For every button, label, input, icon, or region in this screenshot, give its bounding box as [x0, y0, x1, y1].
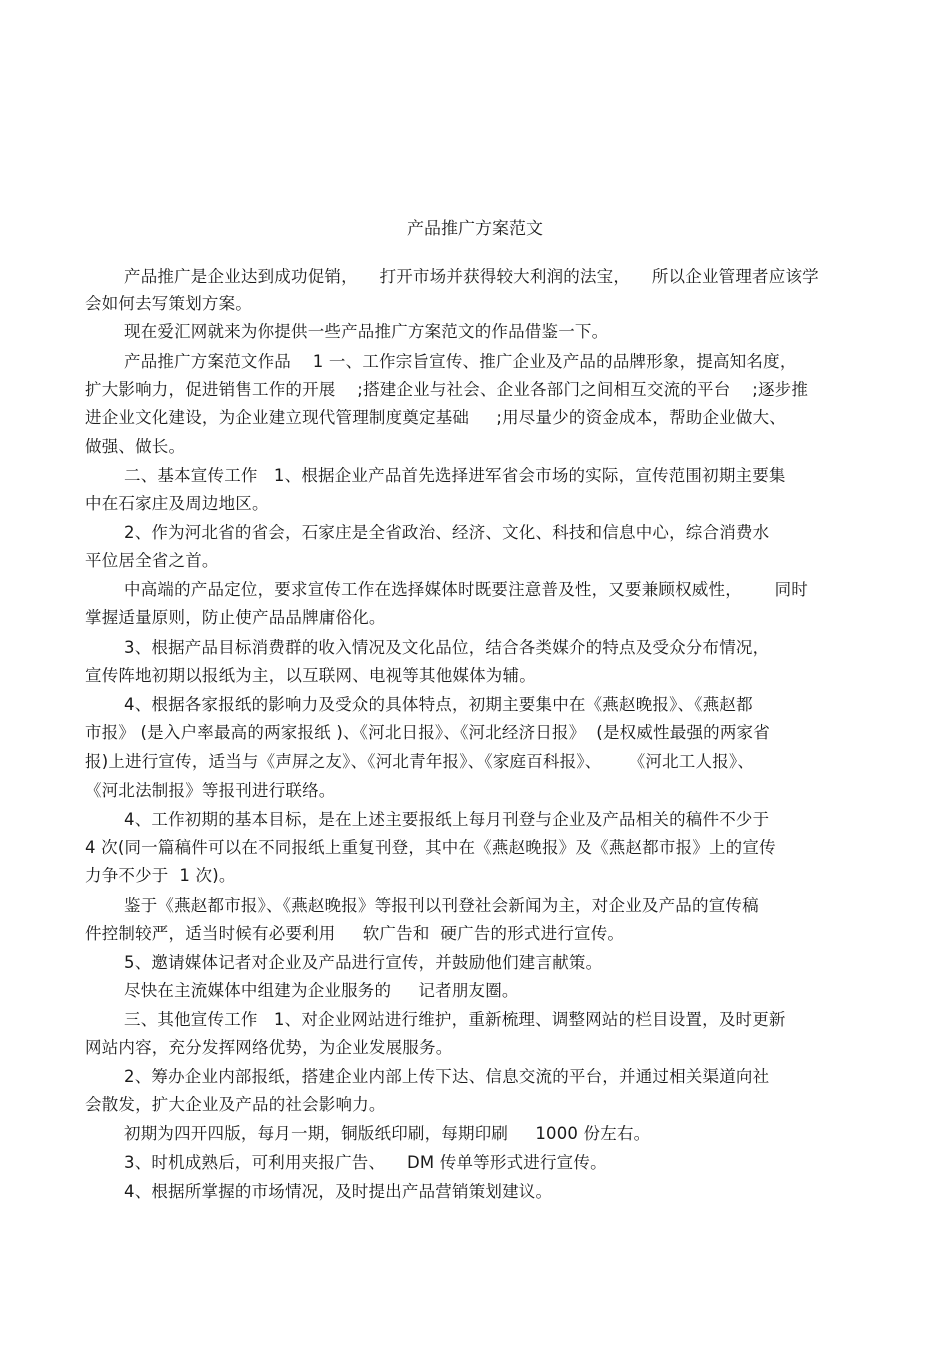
text-line: 力争不少于 1 次)。 [85, 866, 236, 885]
text-line: 2、筹办企业内部报纸，搭建企业内部上传下达、信息交流的平台，并通过相关渠道向社 [124, 1067, 770, 1086]
text-line: 三、其他宣传工作 1、对企业网站进行维护，重新梳理、调整网站的栏目设置，及时更新 [124, 1010, 786, 1029]
text-line: 现在爱汇网就来为你提供一些产品推广方案范文的作品借鉴一下。 [124, 322, 609, 341]
text-line: 件控制较严，适当时候有必要利用 软广告和 硬广告的形式进行宣传。 [85, 924, 625, 943]
text-line: 4、根据所掌握的市场情况，及时提出产品营销策划建议。 [124, 1182, 553, 1201]
text-line: 4 次(同一篇稿件可以在不同报纸上重复刊登，其中在《燕赵晚报》及《燕赵都市报》上的宣传 [85, 838, 776, 857]
text-line: 进企业文化建设，为企业建立现代管理制度奠定基础 ;用尽量少的资金成本，帮助企业做大、 [85, 408, 786, 427]
text-line: 会如何去写策划方案。 [85, 294, 252, 313]
text-line: 尽快在主流媒体中组建为企业服务的 记者朋友圈。 [124, 981, 519, 1000]
text-line: 3、时机成熟后，可利用夹报广告、 DM 传单等形式进行宣传。 [124, 1153, 607, 1172]
text-line: 掌握适量原则，防止使产品品牌庸俗化。 [85, 608, 386, 627]
text-line: 产品推广方案范文作品 1 一、工作宗旨宣传、推广企业及产品的品牌形象，提高知名度， [124, 352, 797, 371]
text-line: 产品推广是企业达到成功促销， 打开市场并获得较大利润的法宝， 所以企业管理者应该学 [124, 267, 819, 286]
text-line: 二、基本宣传工作 1、根据企业产品首先选择进军省会市场的实际，宣传范围初期主要集 [124, 466, 786, 485]
text-line: 扩大影响力，促进销售工作的开展 ;搭建企业与社会、企业各部门之间相互交流的平台 ;逐步推 [85, 380, 809, 399]
document-title: 产品推广方案范文 [407, 219, 543, 239]
text-line: 市报》 (是入户率最高的两家报纸 )、《河北日报》、《河北经济日报》 (是权威性最强的两家省 [85, 723, 770, 742]
text-line: 《河北法制报》等报刊进行联络。 [85, 781, 336, 800]
text-line: 报)上进行宣传，适当与《声屏之友》、《河北青年报》、《家庭百科报》、 《河北工人报》、 [85, 752, 755, 771]
text-line: 做强、做长。 [85, 437, 186, 456]
text-line: 3、根据产品目标消费群的收入情况及文化品位，结合各类媒介的特点及受众分布情况， [124, 638, 770, 657]
text-line: 会散发，扩大企业及产品的社会影响力。 [85, 1095, 386, 1114]
text-line: 鉴于《燕赵都市报》、《燕赵晚报》等报刊以刊登社会新闻为主，对企业及产品的宣传稿 [124, 896, 759, 915]
text-line: 2、作为河北省的省会，石家庄是全省政治、经济、文化、科技和信息中心，综合消费水 [124, 523, 770, 542]
text-line: 初期为四开四版，每月一期，铜版纸印刷，每期印刷 1000 份左右。 [124, 1124, 651, 1143]
text-line: 中高端的产品定位，要求宣传工作在选择媒体时既要注意普及性，又要兼顾权威性， 同时 [124, 580, 808, 599]
text-line: 中在石家庄及周边地区。 [85, 494, 269, 513]
text-line: 平位居全省之首。 [85, 551, 219, 570]
text-line: 网站内容，充分发挥网络优势，为企业发展服务。 [85, 1038, 453, 1057]
text-line: 宣传阵地初期以报纸为主，以互联网、电视等其他媒体为辅。 [85, 666, 536, 685]
text-line: 4、根据各家报纸的影响力及受众的具体特点，初期主要集中在《燕赵晚报》、《燕赵都 [124, 695, 753, 714]
text-line: 5、邀请媒体记者对企业及产品进行宣传，并鼓励他们建言献策。 [124, 953, 603, 972]
text-line: 4、工作初期的基本目标，是在上述主要报纸上每月刊登与企业及产品相关的稿件不少于 [124, 810, 770, 829]
